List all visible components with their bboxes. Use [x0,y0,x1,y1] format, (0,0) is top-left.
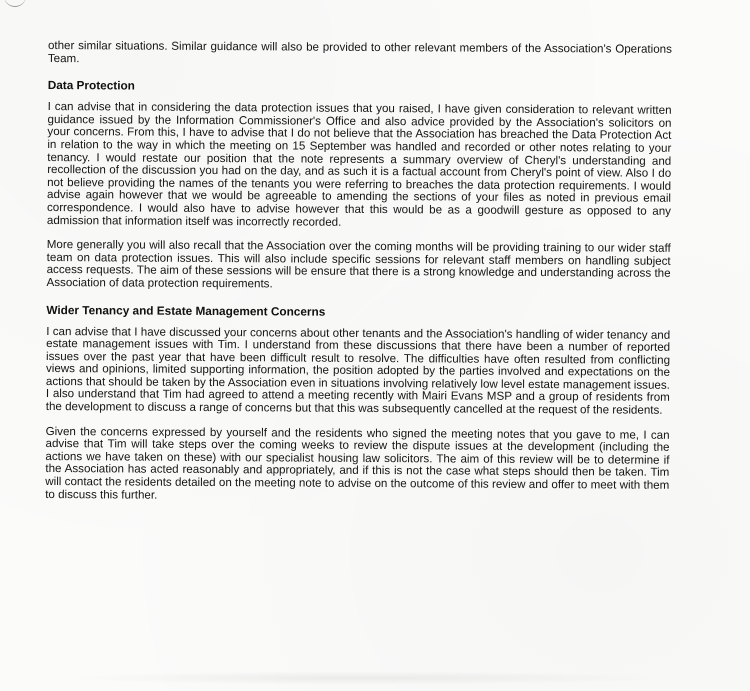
data-protection-paragraph-2: More generally you will also recall that the Association over the coming months will be providing training to our wider staff team on data protection issues. This will also include specific sessions for relevant staff members on handling subject access requests. The aim of these sessions will be ensure that there is a strong knowledge and understanding across the Association of data protection requirements. [46,238,671,291]
section-heading-wider-tenancy: Wider Tenancy and Estate Management Concerns [46,302,326,319]
section-heading-data-protection: Data Protection [47,78,135,93]
scan-edge-mark [4,0,26,7]
wider-tenancy-paragraph-1: I can advise that I have discussed your concerns about other tenants and the Association's handling of wider tenancy and estate management issues with Tim. I understand from these discussions that there have been a number of reported issues over the past year that have been difficult result to resolve. The difficulties have often resulted from conflicting views and opinions, limited supporting information, the position adopted by the parties involved and expectations on the actions that should be taken by the Association even in situations involving relatively low level estate management issues. I also understand that Tim had agreed to attend a meeting recently with Mairi Evans MSP and a group of residents from the development to discuss a range of concerns but that this was subsequently cancelled at the request of the residents. [45,324,671,417]
wider-tenancy-paragraph-2: Given the concerns expressed by yourself and the residents who signed the meeting notes that you gave to me, I can advise that Tim will take steps over the coming weeks to review the dispute issues at the development (including the actions we have taken on these) with our specialist housing law solicitors. The aim of this review will be to determine if the Association has acted reasonably and appropriately, and if this is not the case what steps should then be taken. Tim will contact the residents detailed on the meeting note to advise on the outcome of this review and offer to meet with them to discuss this further. [45,424,670,502]
letter-body [45,40,672,505]
scan-bottom-shadow [60,671,660,685]
intro-paragraph: other similar situations. Similar guidance will also be provided to other relevant members of the Association's Operations Team. [47,39,672,65]
data-protection-paragraph-1: I can advise that in considering the data protection issues that you raised, I have given consideration to relevant written guidance issued by the Information Commissioner's Office and also advice provided by the Association's solicitors on your concerns. From this, I have to advise that I do not believe that the Association has breached the Data Protection Act in relation to the way in which the meeting on 15 September was handled and recorded or other notes relating to your tenancy. I would restate our position that the note represents a summary overview of Cheryl's understanding and recollection of the discussion you had on the day, and as such it is a factual account from Cheryl's point of view. Also I do not believe providing the names of the tenants you were referring to breaches the data protection requirements. I would advise again however that we would be agreeable to amending the sections of your files as noted in previous email correspondence. I would also have to advise however that this would be as a goodwill gesture as opposed to any admission that information itself was incorrectly recorded. [46,100,672,229]
